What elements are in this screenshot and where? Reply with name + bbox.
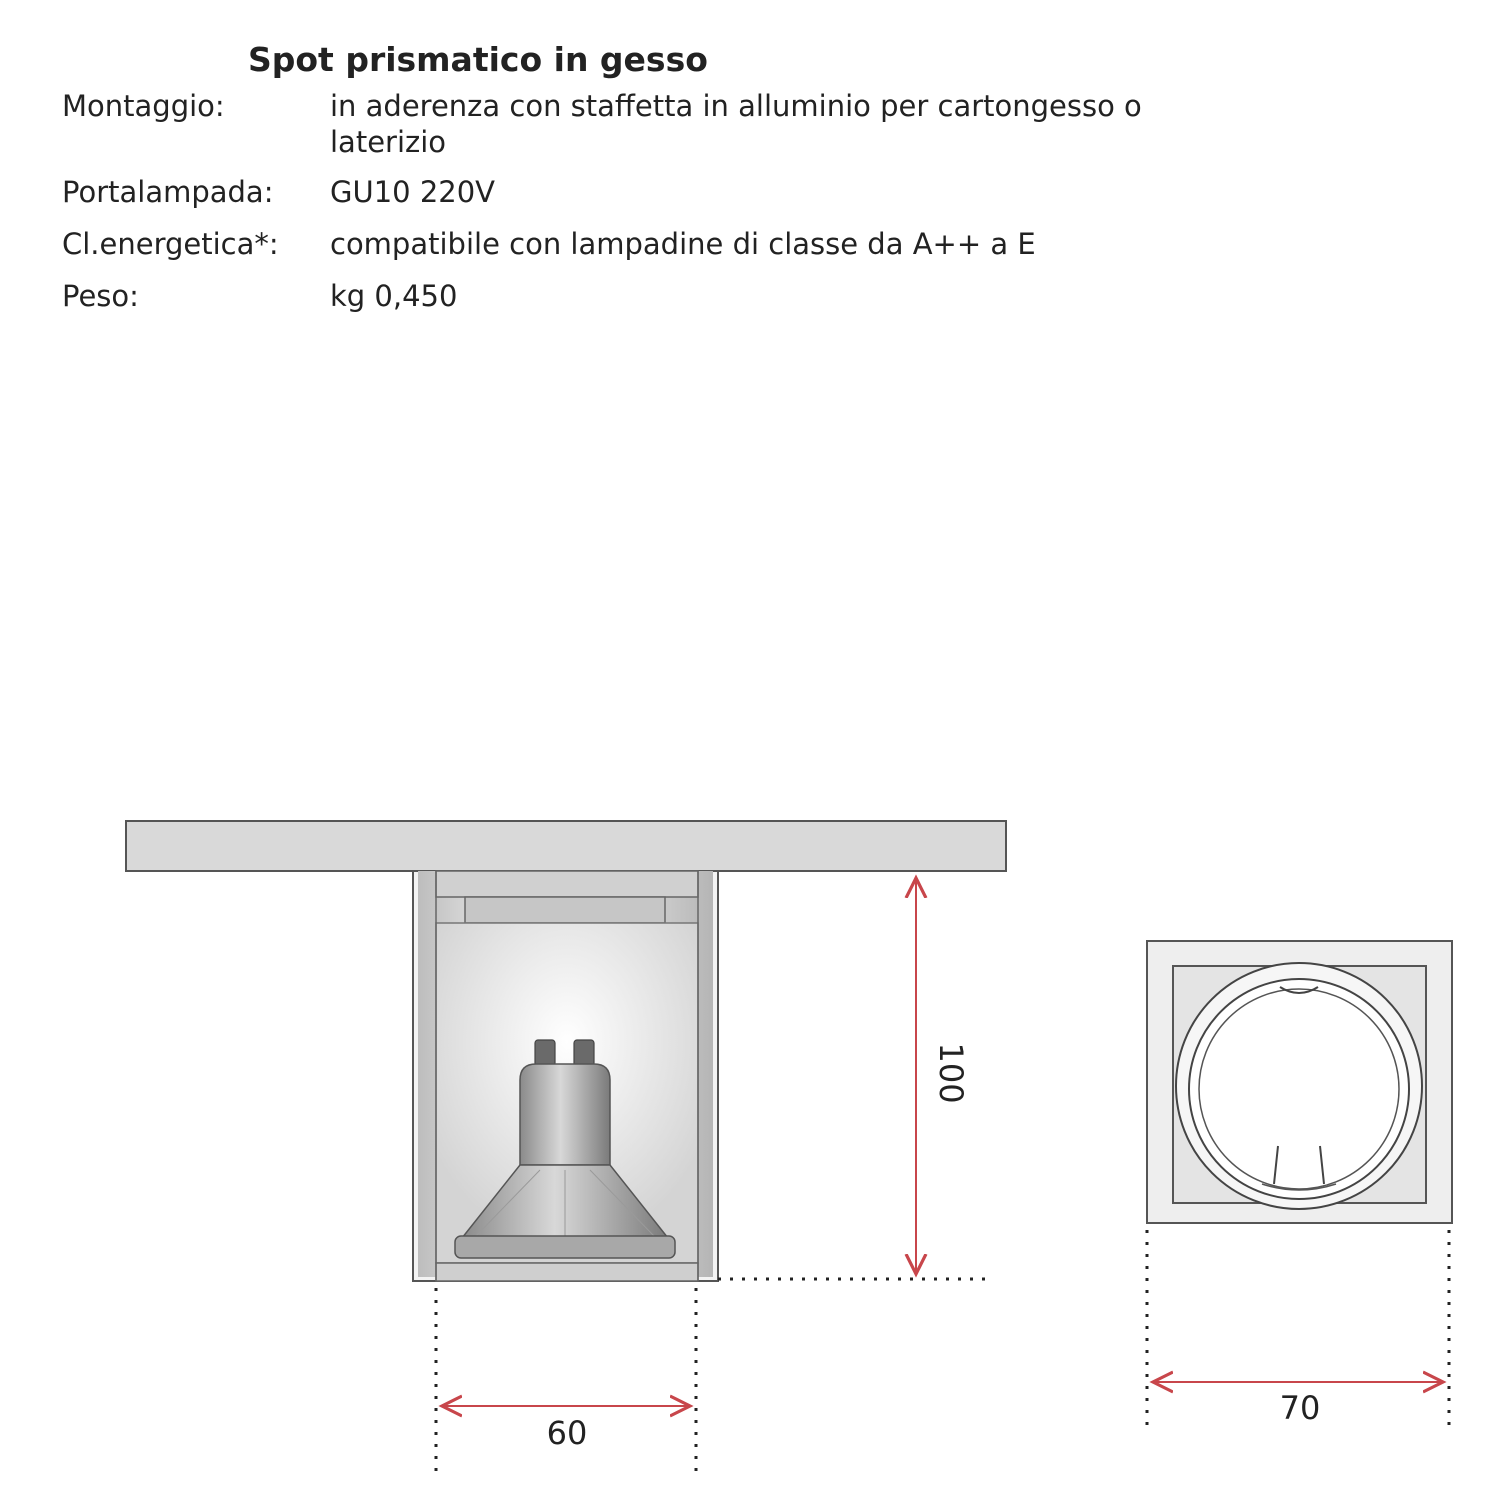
spec-value-peso: kg 0,450: [330, 279, 458, 313]
spec-label-portalampada: Portalampada:: [62, 175, 274, 209]
spec-value-classe-energetica: compatibile con lampadine di classe da A++ a E: [330, 227, 1036, 261]
spec-label-montaggio: Montaggio:: [62, 89, 225, 123]
height-dimension-label: 100: [932, 1042, 970, 1104]
front-view-fixture: [1147, 941, 1452, 1223]
product-title: Spot prismatico in gesso: [248, 40, 708, 79]
spec-value-montaggio: in aderenza con staffetta in alluminio per cartongesso o laterizio: [330, 89, 1142, 159]
spec-label-peso: Peso:: [62, 279, 139, 313]
front-width-dimension-label: 70: [1279, 1389, 1321, 1427]
spec-value-portalampada: GU10 220V: [330, 175, 496, 209]
side-width-dimension-label: 60: [546, 1414, 588, 1452]
ceiling-plate: [126, 821, 1006, 871]
spec-label-classe-energetica: Cl.energetica*:: [62, 227, 279, 261]
